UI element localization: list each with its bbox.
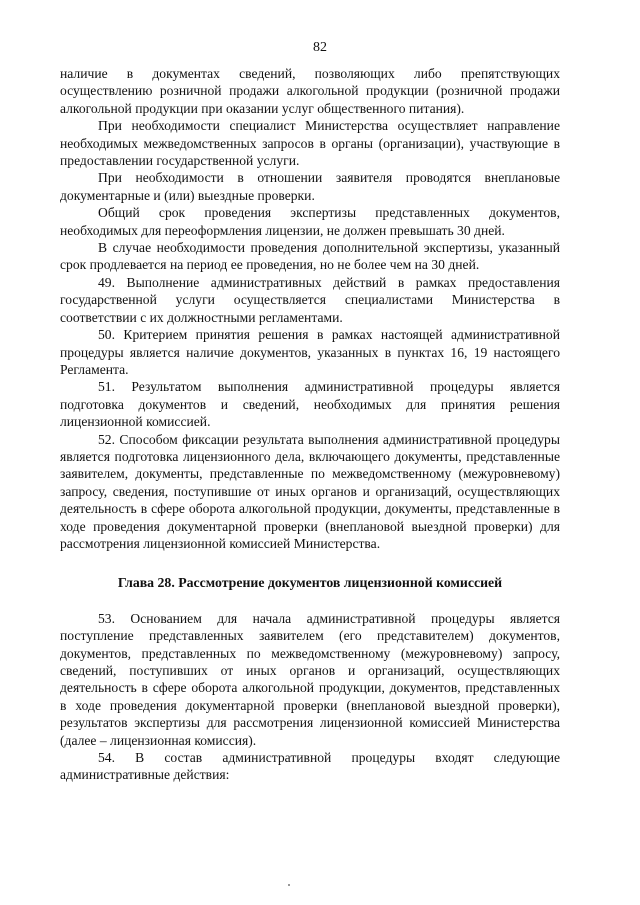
paragraph-unscheduled-inspections: При необходимости в отношении заявителя проводятся внеплановые документарные и (или) выездные проверки. [60, 170, 560, 203]
document-body [60, 65, 560, 784]
paragraph-item-53: 53. Основанием для начала административной процедуры является поступление представленных заявителем (его представителем) документов, документов, представленных по межведомственному (межуровневому) запросу, сведений, поступивших от иных органов и организаций, осуществляющих деятельность в сфере оборота алкогольной продукции, документов, представленных в ходе проведения документарной проверки (внеплановой выездной проверки), результатов экспертизы для рассмотрения лицензионной комиссией Министерства (далее – лицензионная комиссия). [60, 610, 560, 748]
paragraph-item-50: 50. Критерием принятия решения в рамках настоящей административной процедуры является наличие документов, указанных в пунктах 16, 19 настоящего Регламента. [60, 327, 560, 377]
paragraph-review-period: Общий срок проведения экспертизы представленных документов, необходимых для переоформления лицензии, не должен превышать 30 дней. [60, 205, 560, 238]
paragraph-item-49: 49. Выполнение административных действий в рамках предоставления государственной услуги осуществляется специалистами Министерства в соответствии с их должностными регламентами. [60, 274, 560, 325]
paragraph-interagency-requests: При необходимости специалист Министерства осуществляет направление необходимых межведомственных запросов в органы (организации), участвующие в предоставлении государственной услуги. [60, 118, 560, 169]
paragraph-item-54: 54. В состав административной процедуры входят следующие административные действия: [60, 750, 560, 783]
paragraph-period-extension: В случае необходимости проведения дополнительной экспертизы, указанный срок продлевается на период ее проведения, но не более чем на 30 дней. [60, 240, 560, 273]
paragraph-item-52: 52. Способом фиксации результата выполнения административной процедуры является подготовка лицензионного дела, включающего документы, представленные заявителем, документы, представленные по межведомственному (межуровневому) запросу, сведения, поступившие от иных органов и организаций, осуществляющих деятельность в сфере оборота алкогольной продукции, документы, представленные в ходе проведения документарной проверки (внеплановой выездной проверки) для рассмотрения лицензионной комиссией Министерства. [60, 431, 560, 551]
chapter-heading: Глава 28. Рассмотрение документов лицензионной комиссией [117, 575, 503, 591]
page-number: 82 [313, 40, 327, 55]
paragraph-continuation: наличие в документах сведений, позволяющих либо препятствующих осуществлению розничной продажи алкогольной продукции (розничной продажи алкогольной продукции при оказании услуг общественного питания). [60, 66, 560, 116]
scan-speck [288, 884, 290, 886]
paragraph-item-51: 51. Результатом выполнения административной процедуры является подготовка документов и сведений, необходимых для принятия решения лицензионной комиссией. [60, 379, 560, 430]
